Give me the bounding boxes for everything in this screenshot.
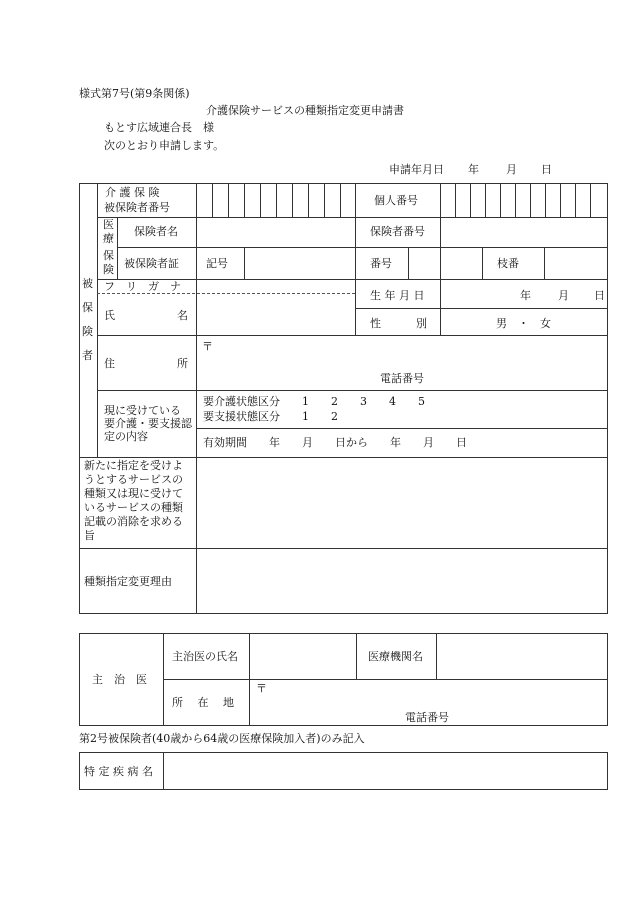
attending-doctor-label: 主 治 医: [92, 673, 147, 686]
service-request-label-line3: 種類又は現に受けて: [84, 487, 183, 500]
application-year-label: 年: [468, 163, 479, 176]
form-title: 介護保険サービスの種類指定変更申請書: [206, 104, 404, 117]
service-request-label-line2: うとするサービスの: [84, 473, 183, 486]
doctor-postal-mark: 〒: [256, 682, 267, 695]
insured-section-label-3: 険: [82, 325, 93, 338]
furigana-label: フ リ ガ ナ: [104, 280, 181, 293]
care-level-row: 要介護状態区分 1 2 3 4 5: [203, 395, 425, 408]
validity-period-row: 有効期間 年 月 日から 年 月 日: [203, 436, 467, 449]
sex-label-1: 性: [370, 317, 381, 330]
insured-number-label-line2: 被保険者番号: [104, 201, 170, 214]
name-label-1: 氏: [104, 309, 115, 322]
personal-number-label: 個人番号: [374, 194, 418, 207]
insured-section-label-1: 被: [82, 277, 93, 290]
specific-disease-table: [79, 752, 608, 790]
insured-section-label-4: 者: [82, 349, 93, 362]
birth-month-label: 月: [558, 289, 569, 302]
insured-number-label-line1: 介 護 保 険: [105, 186, 160, 199]
branch-number-label: 枝番: [497, 257, 519, 270]
insured-section-label-2: 保: [82, 301, 93, 314]
medical-label-4: 険: [103, 263, 114, 276]
sex-label-2: 別: [416, 317, 427, 330]
care-level-label-line1: 現に受けている: [104, 404, 181, 417]
service-request-label-line5: 記載の消除を求める: [84, 515, 183, 528]
medical-label-2: 療: [103, 232, 114, 245]
birth-date-label: 生 年 月 日: [370, 289, 425, 302]
intro-text: 次のとおり申請します。: [104, 139, 225, 152]
symbol-label: 記号: [206, 257, 228, 270]
address-label-1: 住: [104, 357, 115, 370]
application-day-label: 日: [541, 163, 552, 176]
medical-label-1: 医: [103, 218, 114, 231]
support-level-row: 要支援状態区分 1 2: [203, 410, 338, 423]
birth-day-label: 日: [594, 289, 605, 302]
number-label: 番号: [370, 257, 392, 270]
change-reason-label: 種類指定変更理由: [84, 575, 172, 588]
sex-options: 男 ・ 女: [496, 317, 551, 330]
doctor-phone-label: 電話番号: [405, 711, 449, 724]
service-request-label-line1: 新たに指定を受けよ: [84, 459, 183, 472]
address-phone-label: 電話番号: [380, 372, 424, 385]
addressee: もとす広域連合長 様: [104, 121, 214, 134]
insurer-name-label: 保険者名: [134, 225, 178, 238]
insurance-card-label: 被保険者証: [124, 257, 179, 270]
service-request-label-line6: 旨: [84, 529, 95, 542]
doctor-location-label: 所 在 地: [172, 696, 234, 709]
personal-number-cell-divider: [455, 183, 456, 217]
application-month-label: 月: [506, 163, 517, 176]
medical-label-3: 保: [103, 249, 114, 262]
second-insured-note: 第2号被保険者(40歳から64歳の医療保険加入者)のみ記入: [79, 732, 365, 745]
doctor-name-label: 主治医の氏名: [172, 650, 238, 663]
care-level-label-line3: 定の内容: [104, 430, 148, 443]
specific-disease-label: 特 定 疾 病 名: [84, 765, 153, 778]
address-postal-mark: 〒: [202, 340, 213, 353]
insurer-number-label: 保険者番号: [370, 225, 425, 238]
service-request-label-line4: いるサービスの種類: [84, 501, 183, 514]
medical-institution-label: 医療機関名: [368, 650, 423, 663]
birth-year-label: 年: [520, 289, 531, 302]
insured-number-cell-divider: [212, 183, 213, 217]
care-level-label-line2: 要介護・要支援認: [104, 417, 192, 430]
name-label-2: 名: [177, 309, 188, 322]
application-date-label: 申請年月日: [389, 163, 444, 176]
address-label-2: 所: [177, 357, 188, 370]
form-number: 様式第7号(第9条関係): [79, 87, 190, 100]
